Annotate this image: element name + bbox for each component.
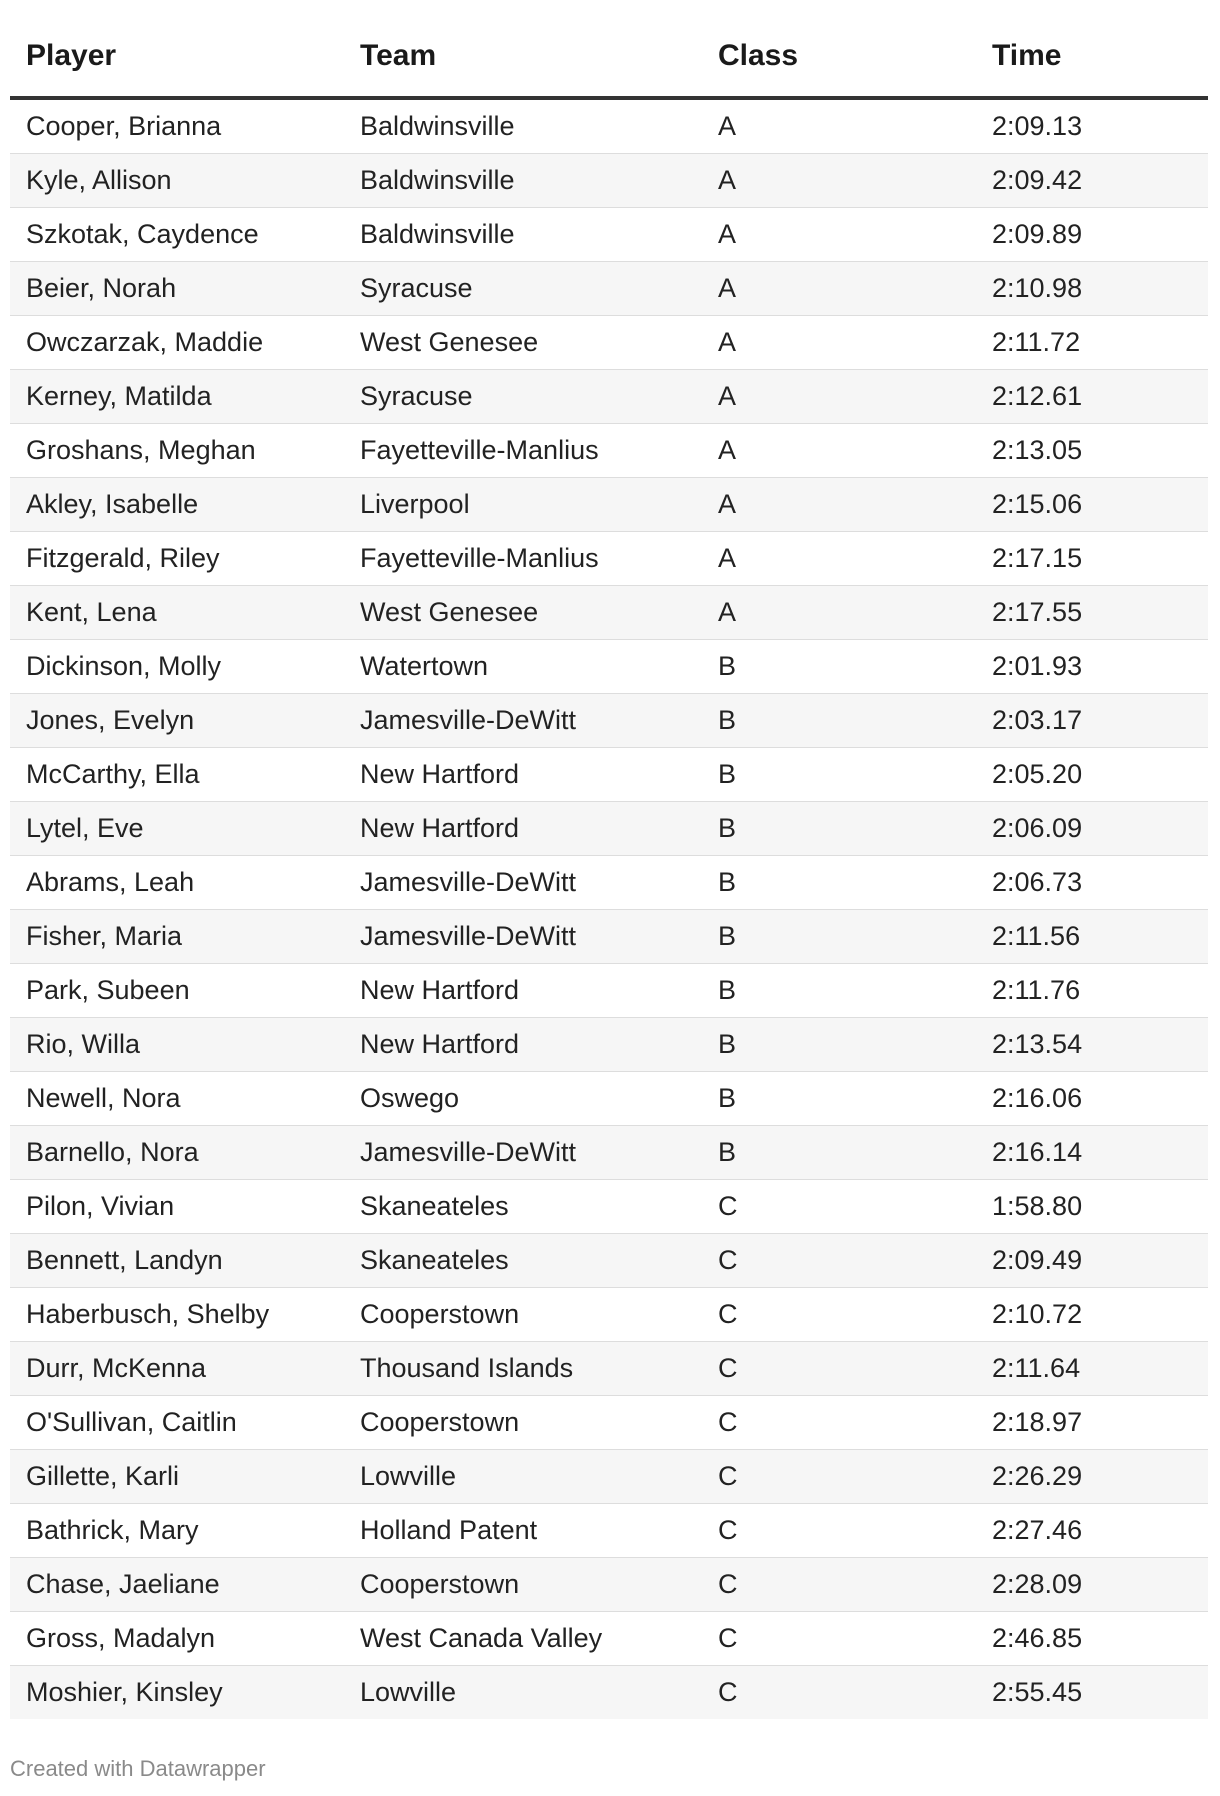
table-row (10, 478, 1208, 532)
cell-player: Moshier, Kinsley (10, 1666, 344, 1720)
cell-player: Dickinson, Molly (10, 640, 344, 694)
table-row (10, 1450, 1208, 1504)
cell-team: West Genesee (344, 586, 702, 640)
cell-class: C (702, 1504, 976, 1558)
cell-player: Fitzgerald, Riley (10, 532, 344, 586)
table-row (10, 802, 1208, 856)
cell-player: Beier, Norah (10, 262, 344, 316)
cell-team: Lowville (344, 1666, 702, 1720)
table-row (10, 910, 1208, 964)
cell-time: 2:11.56 (976, 910, 1208, 964)
datawrapper-credit: Created with Datawrapper (10, 1756, 266, 1781)
cell-class: A (702, 208, 976, 262)
cell-class: C (702, 1396, 976, 1450)
cell-team: New Hartford (344, 802, 702, 856)
cell-player: Kyle, Allison (10, 154, 344, 208)
cell-time: 2:01.93 (976, 640, 1208, 694)
cell-team: Baldwinsville (344, 154, 702, 208)
cell-team: Baldwinsville (344, 208, 702, 262)
cell-player: Lytel, Eve (10, 802, 344, 856)
table-row (10, 208, 1208, 262)
cell-time: 2:06.09 (976, 802, 1208, 856)
cell-player: Szkotak, Caydence (10, 208, 344, 262)
cell-time: 2:11.64 (976, 1342, 1208, 1396)
cell-player: Groshans, Meghan (10, 424, 344, 478)
cell-player: Barnello, Nora (10, 1126, 344, 1180)
table-row (10, 1666, 1208, 1720)
column-header-time[interactable]: Time (976, 16, 1208, 98)
table-body (10, 98, 1208, 1719)
cell-time: 2:55.45 (976, 1666, 1208, 1720)
cell-player: Owczarzak, Maddie (10, 316, 344, 370)
table-row (10, 1072, 1208, 1126)
cell-class: C (702, 1558, 976, 1612)
cell-team: Cooperstown (344, 1396, 702, 1450)
cell-class: B (702, 910, 976, 964)
cell-class: A (702, 478, 976, 532)
cell-player: Fisher, Maria (10, 910, 344, 964)
cell-class: B (702, 964, 976, 1018)
cell-class: A (702, 98, 976, 154)
cell-player: Jones, Evelyn (10, 694, 344, 748)
table-row (10, 1288, 1208, 1342)
cell-team: Lowville (344, 1450, 702, 1504)
table-row (10, 748, 1208, 802)
table-row (10, 1396, 1208, 1450)
cell-time: 2:16.06 (976, 1072, 1208, 1126)
results-table (10, 16, 1208, 1719)
table-row (10, 856, 1208, 910)
cell-team: Jamesville-DeWitt (344, 856, 702, 910)
table-row (10, 1342, 1208, 1396)
cell-team: Jamesville-DeWitt (344, 694, 702, 748)
cell-class: C (702, 1234, 976, 1288)
cell-class: B (702, 856, 976, 910)
cell-time: 2:27.46 (976, 1504, 1208, 1558)
cell-time: 2:06.73 (976, 856, 1208, 910)
cell-team: Syracuse (344, 262, 702, 316)
cell-team: West Canada Valley (344, 1612, 702, 1666)
cell-player: Kerney, Matilda (10, 370, 344, 424)
cell-team: Jamesville-DeWitt (344, 1126, 702, 1180)
cell-player: Durr, McKenna (10, 1342, 344, 1396)
table-row (10, 586, 1208, 640)
cell-class: A (702, 532, 976, 586)
cell-class: A (702, 424, 976, 478)
cell-team: New Hartford (344, 1018, 702, 1072)
cell-time: 2:12.61 (976, 370, 1208, 424)
cell-time: 2:03.17 (976, 694, 1208, 748)
cell-team: Liverpool (344, 478, 702, 532)
table-row (10, 964, 1208, 1018)
cell-player: O'Sullivan, Caitlin (10, 1396, 344, 1450)
cell-class: B (702, 802, 976, 856)
table-row (10, 424, 1208, 478)
cell-class: A (702, 316, 976, 370)
cell-player: Gross, Madalyn (10, 1612, 344, 1666)
cell-team: Cooperstown (344, 1558, 702, 1612)
cell-class: C (702, 1666, 976, 1720)
cell-class: B (702, 748, 976, 802)
table-row (10, 316, 1208, 370)
cell-class: B (702, 1018, 976, 1072)
table-row (10, 694, 1208, 748)
cell-player: Pilon, Vivian (10, 1180, 344, 1234)
cell-team: Syracuse (344, 370, 702, 424)
cell-player: Bennett, Landyn (10, 1234, 344, 1288)
cell-time: 2:13.05 (976, 424, 1208, 478)
cell-team: Oswego (344, 1072, 702, 1126)
cell-team: Cooperstown (344, 1288, 702, 1342)
table-row (10, 98, 1208, 154)
table-row (10, 532, 1208, 586)
table-row (10, 262, 1208, 316)
cell-team: Skaneateles (344, 1234, 702, 1288)
cell-time: 2:18.97 (976, 1396, 1208, 1450)
cell-time: 2:09.13 (976, 98, 1208, 154)
cell-time: 2:11.72 (976, 316, 1208, 370)
cell-class: A (702, 154, 976, 208)
cell-time: 2:10.98 (976, 262, 1208, 316)
cell-player: Rio, Willa (10, 1018, 344, 1072)
cell-class: C (702, 1342, 976, 1396)
cell-time: 2:16.14 (976, 1126, 1208, 1180)
cell-time: 2:09.42 (976, 154, 1208, 208)
table-row (10, 1126, 1208, 1180)
cell-team: Baldwinsville (344, 98, 702, 154)
cell-time: 2:05.20 (976, 748, 1208, 802)
table-row (10, 1018, 1208, 1072)
column-header-player[interactable]: Player (10, 16, 344, 98)
cell-player: Bathrick, Mary (10, 1504, 344, 1558)
cell-class: C (702, 1288, 976, 1342)
cell-team: New Hartford (344, 748, 702, 802)
cell-time: 2:46.85 (976, 1612, 1208, 1666)
header-row (10, 16, 1208, 98)
cell-player: Gillette, Karli (10, 1450, 344, 1504)
cell-time: 2:28.09 (976, 1558, 1208, 1612)
cell-time: 2:26.29 (976, 1450, 1208, 1504)
cell-time: 2:17.15 (976, 532, 1208, 586)
cell-class: A (702, 262, 976, 316)
column-header-team[interactable]: Team (344, 16, 702, 98)
cell-class: B (702, 1072, 976, 1126)
cell-time: 2:10.72 (976, 1288, 1208, 1342)
cell-player: Park, Subeen (10, 964, 344, 1018)
cell-time: 2:09.89 (976, 208, 1208, 262)
cell-team: Skaneateles (344, 1180, 702, 1234)
cell-time: 1:58.80 (976, 1180, 1208, 1234)
cell-time: 2:11.76 (976, 964, 1208, 1018)
cell-team: Watertown (344, 640, 702, 694)
cell-class: C (702, 1450, 976, 1504)
cell-class: B (702, 694, 976, 748)
cell-time: 2:17.55 (976, 586, 1208, 640)
cell-player: Cooper, Brianna (10, 98, 344, 154)
cell-team: Jamesville-DeWitt (344, 910, 702, 964)
table-row (10, 370, 1208, 424)
cell-team: Thousand Islands (344, 1342, 702, 1396)
table-row (10, 1612, 1208, 1666)
cell-team: Fayetteville-Manlius (344, 532, 702, 586)
cell-player: Newell, Nora (10, 1072, 344, 1126)
cell-player: Kent, Lena (10, 586, 344, 640)
table-row (10, 1504, 1208, 1558)
column-header-class[interactable]: Class (702, 16, 976, 98)
table-row (10, 1234, 1208, 1288)
cell-player: McCarthy, Ella (10, 748, 344, 802)
table-row (10, 1180, 1208, 1234)
table-row (10, 154, 1208, 208)
cell-class: B (702, 1126, 976, 1180)
cell-player: Haberbusch, Shelby (10, 1288, 344, 1342)
cell-class: A (702, 586, 976, 640)
table-row (10, 640, 1208, 694)
cell-team: Fayetteville-Manlius (344, 424, 702, 478)
cell-team: New Hartford (344, 964, 702, 1018)
cell-player: Akley, Isabelle (10, 478, 344, 532)
cell-player: Abrams, Leah (10, 856, 344, 910)
cell-class: B (702, 640, 976, 694)
cell-player: Chase, Jaeliane (10, 1558, 344, 1612)
cell-team: Holland Patent (344, 1504, 702, 1558)
cell-team: West Genesee (344, 316, 702, 370)
cell-time: 2:09.49 (976, 1234, 1208, 1288)
cell-class: C (702, 1180, 976, 1234)
cell-time: 2:15.06 (976, 478, 1208, 532)
table-row (10, 1558, 1208, 1612)
cell-class: C (702, 1612, 976, 1666)
cell-class: A (702, 370, 976, 424)
cell-time: 2:13.54 (976, 1018, 1208, 1072)
table-header (10, 16, 1208, 98)
